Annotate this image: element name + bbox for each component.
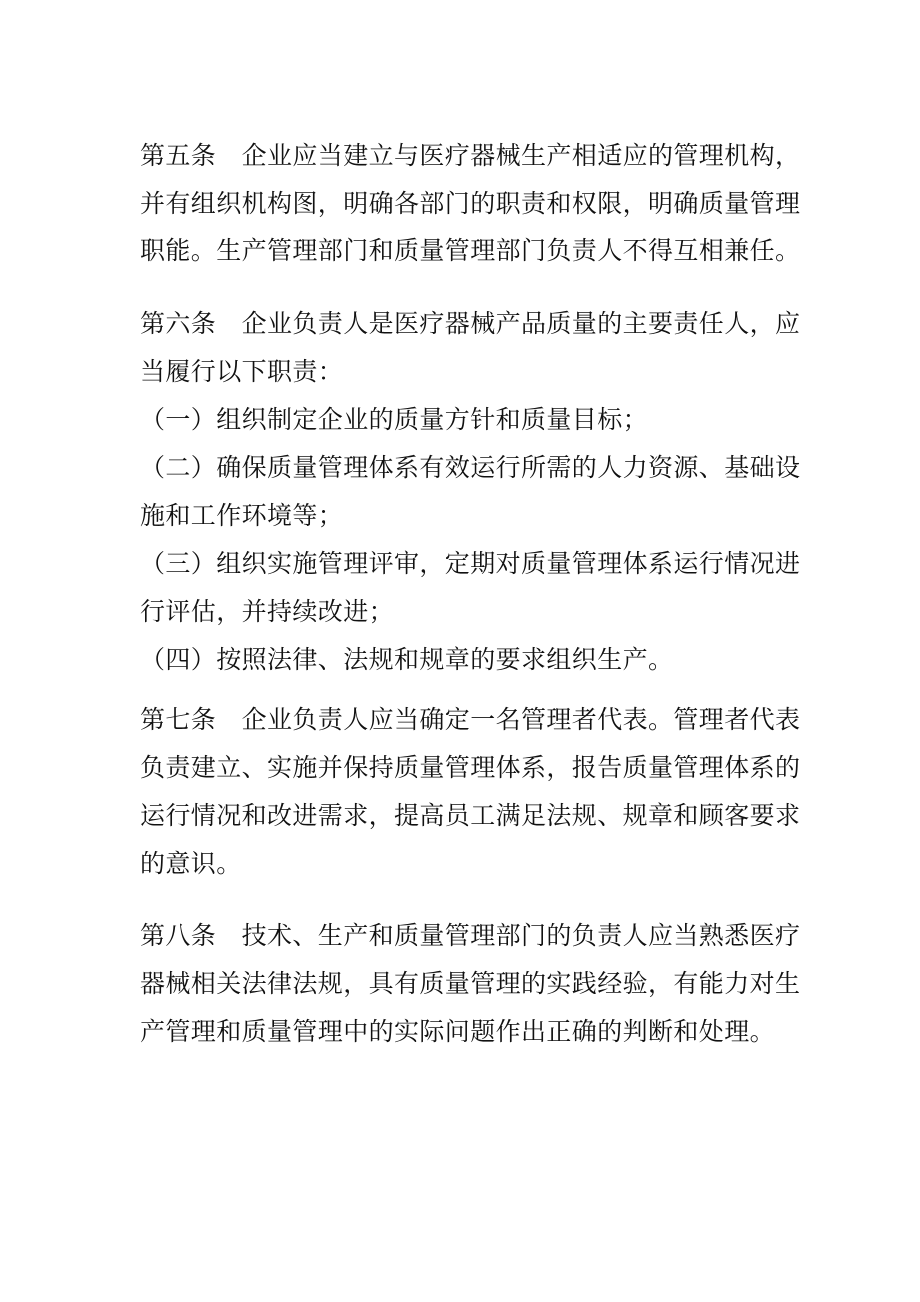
- article-6-item-2-cont: 施和工作环境等；: [140, 501, 344, 530]
- article-6-line: 第六条 企业负责人是医疗器械产品质量的主要责任人，应: [140, 309, 801, 338]
- article-5-line: 职能。生产管理部门和质量管理部门负责人不得互相兼任。: [140, 236, 801, 265]
- article-7-line: 的意识。: [140, 849, 242, 878]
- article-6-item-2: （二）确保质量管理体系有效运行所需的人力资源、基础设: [140, 453, 801, 482]
- article-8-line: 产管理和质量管理中的实际问题作出正确的判断和处理。: [140, 1017, 776, 1046]
- article-6-item-1: （一）组织制定企业的质量方针和质量目标；: [140, 405, 649, 434]
- article-6-item-3-cont: 行评估，并持续改进；: [140, 597, 395, 626]
- article-6-line: 当履行以下职责：: [140, 357, 344, 386]
- article-7-line: 负责建立、实施并保持质量管理体系，报告质量管理体系的: [140, 753, 801, 782]
- article-8-line: 第八条 技术、生产和质量管理部门的负责人应当熟悉医疗: [140, 921, 801, 950]
- article-7-line: 运行情况和改进需求，提高员工满足法规、规章和顾客要求: [140, 801, 801, 830]
- article-6-item-4: （四）按照法律、法规和规章的要求组织生产。: [140, 645, 674, 674]
- article-7-line: 第七条 企业负责人应当确定一名管理者代表。管理者代表: [140, 705, 801, 734]
- article-6-item-3: （三）组织实施管理评审，定期对质量管理体系运行情况进: [140, 549, 801, 578]
- article-8-line: 器械相关法律法规，具有质量管理的实践经验，有能力对生: [140, 969, 801, 998]
- article-5-line: 第五条 企业应当建立与医疗器械生产相适应的管理机构，: [140, 141, 801, 170]
- article-5-line: 并有组织机构图，明确各部门的职责和权限，明确质量管理: [140, 189, 801, 218]
